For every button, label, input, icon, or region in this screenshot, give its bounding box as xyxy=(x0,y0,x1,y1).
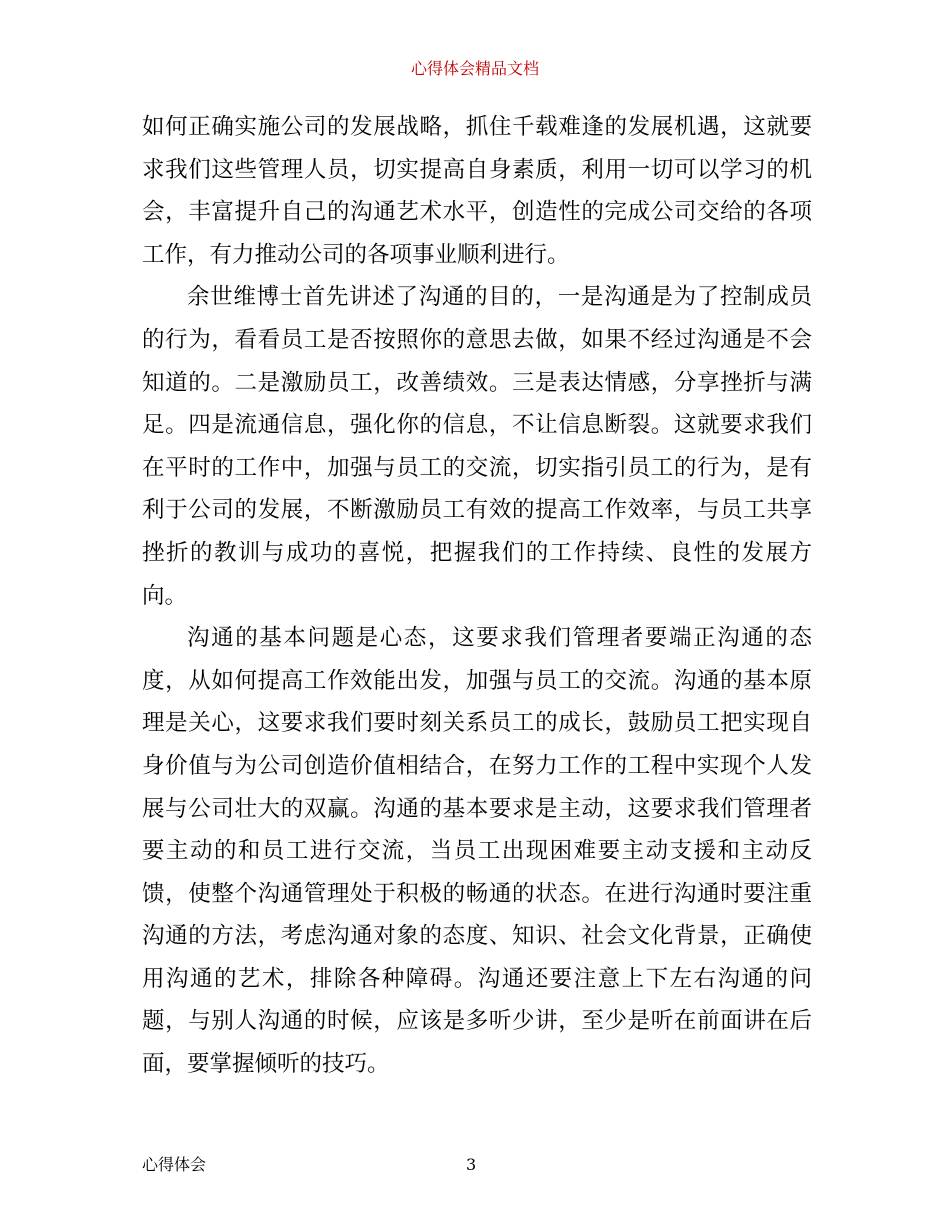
page-number: 3 xyxy=(466,1155,477,1174)
paragraph-continuation: 如何正确实施公司的发展战略，抓住千载难逢的发展机遇，这就要求我们这些管理人员，切实提高自身素质，利用一切可以学习的机会，丰富提升自己的沟通艺术水平，创造性的完成公司交给的各项工作，有力推动公司的各项事业顺利进行。 xyxy=(142,114,812,268)
page-header-title: 心得体会精品文档 xyxy=(410,59,539,78)
page-footer-label: 心得体会 xyxy=(142,1155,207,1174)
paragraph-communication-purpose: 余世维博士首先讲述了沟通的目的，一是沟通是为了控制成员的行为，看看员工是否按照你的意思去做，如果不经过沟通是不会知道的。二是激励员工，改善绩效。三是表达情感，分享挫折与满足。四是流通信息，强化你的信息，不让信息断裂。这就要求我们在平时的工作中，加强与员工的交流，切实指引员工的行为，是有利于公司的发展，不断激励员工有效的提高工作效率，与员工共享挫折的教训与成功的喜悦，把握我们的工作持续、良性的发展方向。 xyxy=(142,284,812,609)
document-body xyxy=(142,106,812,1086)
paragraph-communication-basics: 沟通的基本问题是心态，这要求我们管理者要端正沟通的态度，从如何提高工作效能出发，加强与员工的交流。沟通的基本原理是关心，这要求我们要时刻关系员工的成长，鼓励员工把实现自身价值与为公司创造价值相结合，在努力工作的工程中实现个人发展与公司壮大的双赢。沟通的基本要求是主动，这要求我们管理者要主动的和员工进行交流，当员工出现困难要主动支援和主动反馈，使整个沟通管理处于积极的畅通的状态。在进行沟通时要注重沟通的方法，考虑沟通对象的态度、知识、社会文化背景，正确使用沟通的艺术，排除各种障碍。沟通还要注意上下左右沟通的问题，与别人沟通的时候，应该是多听少讲，至少是听在前面讲在后面，要掌握倾听的技巧。 xyxy=(142,625,812,1078)
